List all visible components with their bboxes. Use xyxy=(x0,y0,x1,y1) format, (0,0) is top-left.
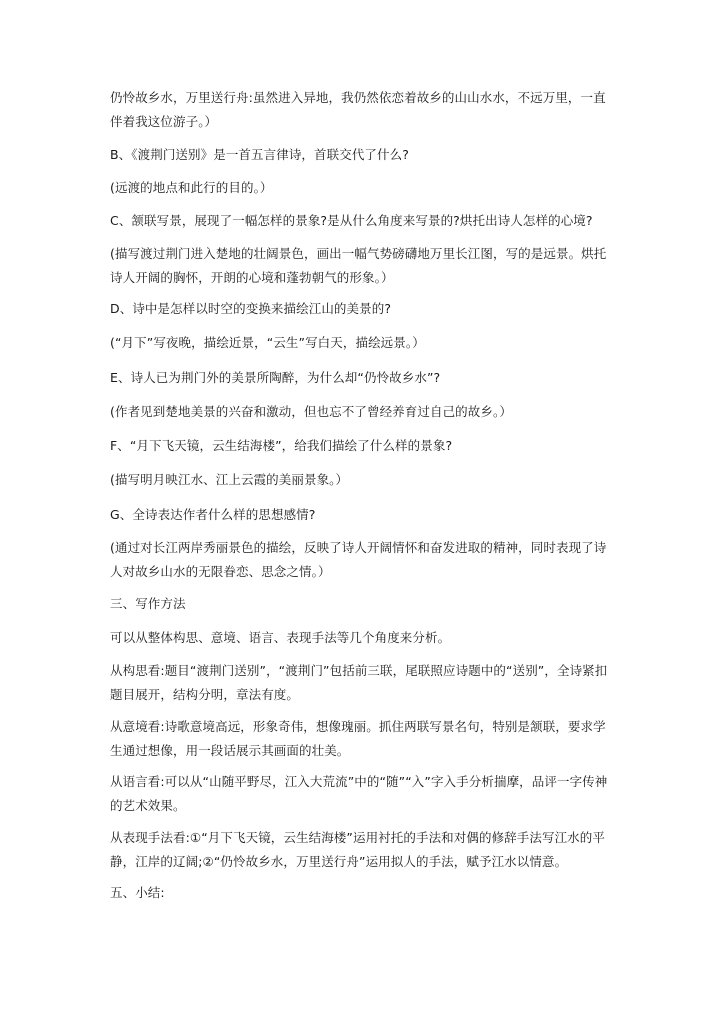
analysis-structure: 从构思看:题目“渡荆门送别”，“渡荆门”包括前三联，尾联照应诗题中的“送别”，全诗紧扣题目展开，结构分明，章法有度。 xyxy=(110,663,608,702)
paragraph-intro-continuation: 仍怜故乡水，万里送行舟:虽然进入异地，我仍然依恋着故乡的山山水水，不远万里，一直伴着我这位游子。） xyxy=(110,90,606,129)
answer-c: (描写渡过荆门进入楚地的壮阔景色，画出一幅气势磅礴地万里长江图，写的是远景。烘托诗人开阔的胸怀，开朗的心境和蓬勃朝气的形象。） xyxy=(110,246,607,285)
answer-b: (远渡的地点和此行的目的。） xyxy=(110,180,273,195)
section-heading-summary: 五、小结: xyxy=(110,885,165,900)
answer-e: (作者见到楚地美景的兴奋和激动，但也忘不了曾经养育过自己的故乡。） xyxy=(110,404,512,419)
answer-d: (“月下”写夜晚，描绘近景，“云生”写白天，描绘远景。） xyxy=(110,335,425,350)
writing-method-intro: 可以从整体构思、意境、语言、表现手法等几个角度来分析。 xyxy=(110,630,451,645)
answer-f: (描写明月映江水、江上云霞的美丽景象。） xyxy=(110,472,349,487)
question-g: G、全诗表达作者什么样的思想感情? xyxy=(110,507,316,522)
question-b: B、《渡荆门送别》是一首五言律诗，首联交代了什么? xyxy=(110,147,409,162)
question-f: F、“月下飞天镜，云生结海楼”，给我们描绘了什么样的景象? xyxy=(110,438,453,453)
analysis-imagery: 从意境看:诗歌意境高远，形象奇伟，想像瑰丽。抓住两联写景名句，特别是颔联，要求学生通过想像，用一段话展示其画面的壮美。 xyxy=(110,719,606,758)
question-d: D、诗中是怎样以时空的变换来描绘江山的美景的? xyxy=(110,301,392,316)
question-e: E、诗人已为荆门外的美景所陶醉，为什么却“仍怜故乡水”? xyxy=(110,370,441,385)
analysis-language: 从语言看:可以从“山随平野尽，江入大荒流”中的“随”“入”字入手分析揣摩，品评一字传神的艺术效果。 xyxy=(110,774,608,813)
analysis-technique: 从表现手法看:①“月下飞天镜，云生结海楼”运用衬托的手法和对偶的修辞手法写江水的平静，江岸的辽阔;②“仍怜故乡水，万里送行舟”运用拟人的手法，赋予江水以情意。 xyxy=(110,830,605,869)
question-c: C、颔联写景，展现了一幅怎样的景象?是从什么角度来写景的?烘托出诗人怎样的心境? xyxy=(110,213,593,228)
answer-g: (通过对长江两岸秀丽景色的描绘，反映了诗人开阔情怀和奋发进取的精神，同时表现了诗人对故乡山水的无限眷恋、思念之情。） xyxy=(110,540,607,579)
section-heading-writing-method: 三、写作方法 xyxy=(110,596,186,611)
